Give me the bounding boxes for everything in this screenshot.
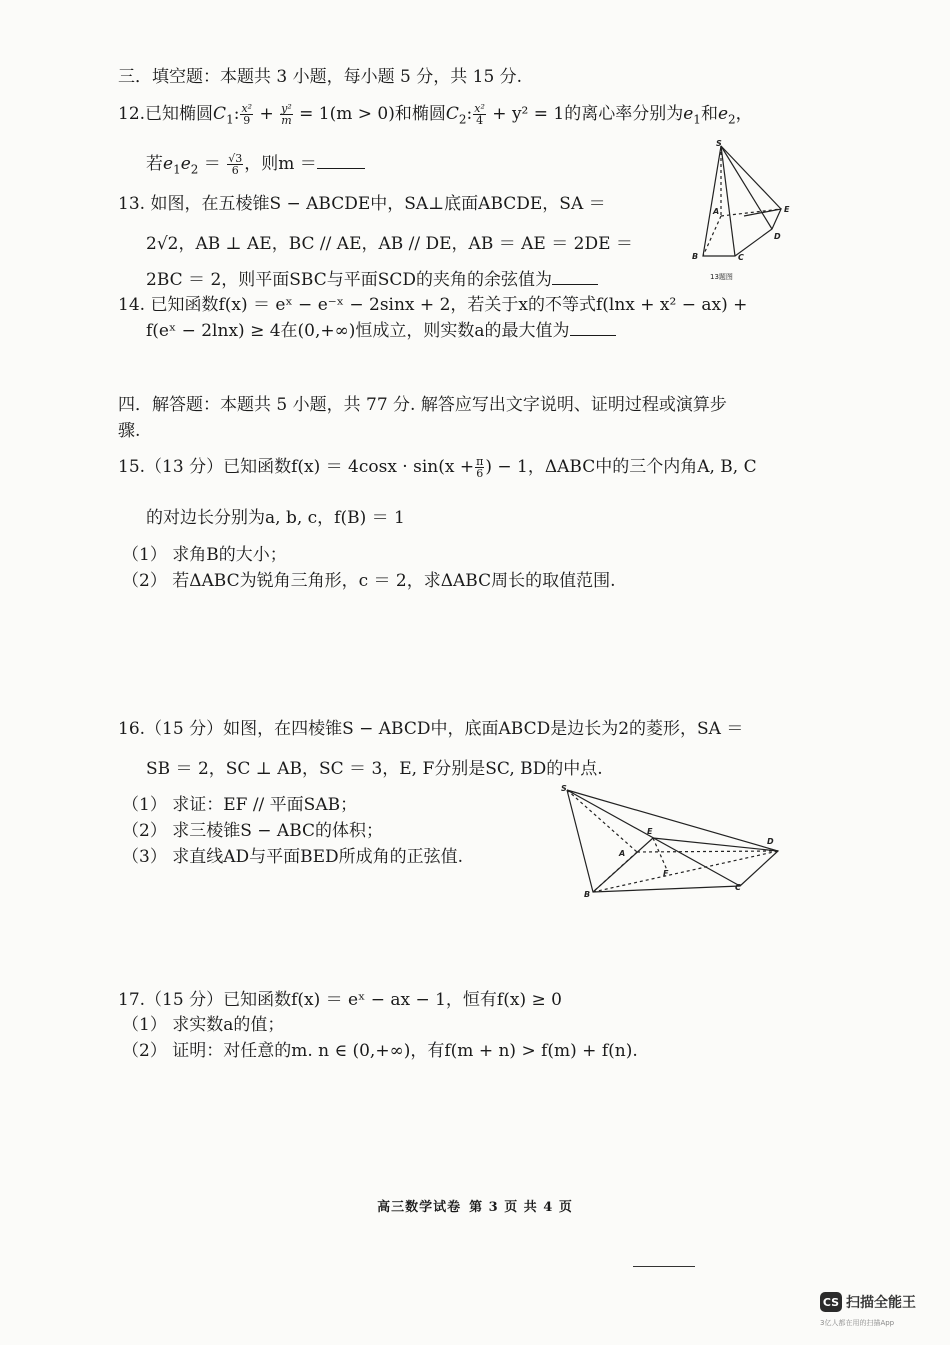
camscanner-logo-icon: CS <box>820 1292 842 1312</box>
section-4-title-cont: 骤. <box>118 421 141 441</box>
q13-fig-caption: 13题图 <box>710 273 733 281</box>
page-footer: 高三数学试卷 第 3 页 共 4 页 <box>377 1200 573 1215</box>
scanner-watermark <box>820 1292 916 1312</box>
q15-line1: 15.（13 分）已知函数f(x) ＝ 4cosx · sin(x + $\frac{\pi}{6}$ ) − 1，ΔABC中的三个内角A, B, C <box>118 455 757 480</box>
q15-line2: 的对边长分别为a, b, c，f(B) ＝ 1 <box>146 508 405 528</box>
q16-label-d: D <box>767 837 774 846</box>
q16-pyramid-figure <box>555 780 790 902</box>
q16-label-b: B <box>584 890 591 899</box>
q14-line2: f(eˣ − 2lnx) ≥ 4在(0,+∞)恒成立，则实数a的最大值为 <box>146 320 616 342</box>
scanner-name: 扫描全能王 <box>846 1295 916 1311</box>
q13-label-b: B <box>692 252 699 261</box>
q12-answer-blank <box>317 154 365 169</box>
q16-label-s: S <box>561 784 567 793</box>
q16-part1: （1） 求证：EF // 平面SAB； <box>122 795 358 815</box>
q16-line1: 16.（15 分）如图，在四棱锥S − ABCD中，底面ABCD是边长为2的菱形，SA ＝ <box>118 719 744 739</box>
q15-part2: （2） 若ΔABC为锐角三角形，c ＝ 2，求ΔABC周长的取值范围. <box>122 571 616 591</box>
section-3-title: 三．填空题：本题共 3 小题，每小题 5 分，共 15 分. <box>118 67 523 87</box>
q16-label-f: F <box>663 869 669 878</box>
q17-part2: （2） 证明：对任意的m. n ∈ (0,+∞)，有f(m + n) > f(m) + f(n). <box>122 1041 638 1061</box>
q16-part3: （3） 求直线AD与平面BED所成角的正弦值. <box>122 847 464 867</box>
q17-line1: 17.（15 分）已知函数f(x) ＝ eˣ − ax − 1，恒有f(x) ≥ 0 <box>118 990 562 1010</box>
q13-label-a: A <box>713 207 720 216</box>
q13-label-e: E <box>784 205 790 214</box>
q16-line2: SB ＝ 2，SC ⊥ AB，SC ＝ 3，E, F分别是SC, BD的中点. <box>146 759 603 779</box>
q16-label-e: E <box>647 827 653 836</box>
q15-part1: （1） 求角B的大小； <box>122 545 287 565</box>
q13-label-d: D <box>774 232 781 241</box>
q16-label-c: C <box>735 883 741 892</box>
q14-answer-blank <box>570 321 616 336</box>
q13-answer-blank <box>552 270 598 285</box>
q13-line3: 2BC ＝ 2，则平面SBC与平面SCD的夹角的余弦值为 <box>146 269 598 291</box>
q12-line1: 12.已知椭圆$C_1$: $\frac{\text{x²}}{9}$ + $\frac{\text{y²}}{m}$ = 1(m > 0)和椭圆$C_2$: $\frac{\text{x²}}{4}$ + y² = 1的离心率分别为$e_1$和$e_2$， <box>118 102 753 127</box>
q13-label-c: C <box>738 253 744 262</box>
q17-part1: （1） 求实数a的值； <box>122 1015 285 1035</box>
scanner-slogan: 3亿人都在用的扫描App <box>820 1319 895 1327</box>
q13-line1: 13. 如图，在五棱锥S − ABCDE中，SA⊥底面ABCDE，SA ＝ <box>118 194 606 214</box>
q14-line1: 14. 已知函数f(x) ＝ eˣ − e⁻ˣ − 2sinx + 2，若关于x的不等式f(lnx + x² − ax) + <box>118 295 748 315</box>
q13-label-s: S <box>716 139 722 148</box>
q13-line2: 2√2，AB ⊥ AE，BC // AE，AB // DE，AB ＝ AE ＝ 2DE ＝ <box>146 234 633 254</box>
q13-pyramid-figure <box>686 138 796 286</box>
q16-label-a: A <box>619 849 626 858</box>
footer-rule <box>633 1266 695 1267</box>
q12-line2: 若$e_1e_2$ ＝ $\frac{√3}{6}$ ，则m ＝ <box>146 153 365 180</box>
q16-part2: （2） 求三棱锥S − ABC的体积； <box>122 821 384 841</box>
section-4-title: 四．解答题：本题共 5 小题，共 77 分. 解答应写出文字说明、证明过程或演算步 <box>118 395 727 415</box>
